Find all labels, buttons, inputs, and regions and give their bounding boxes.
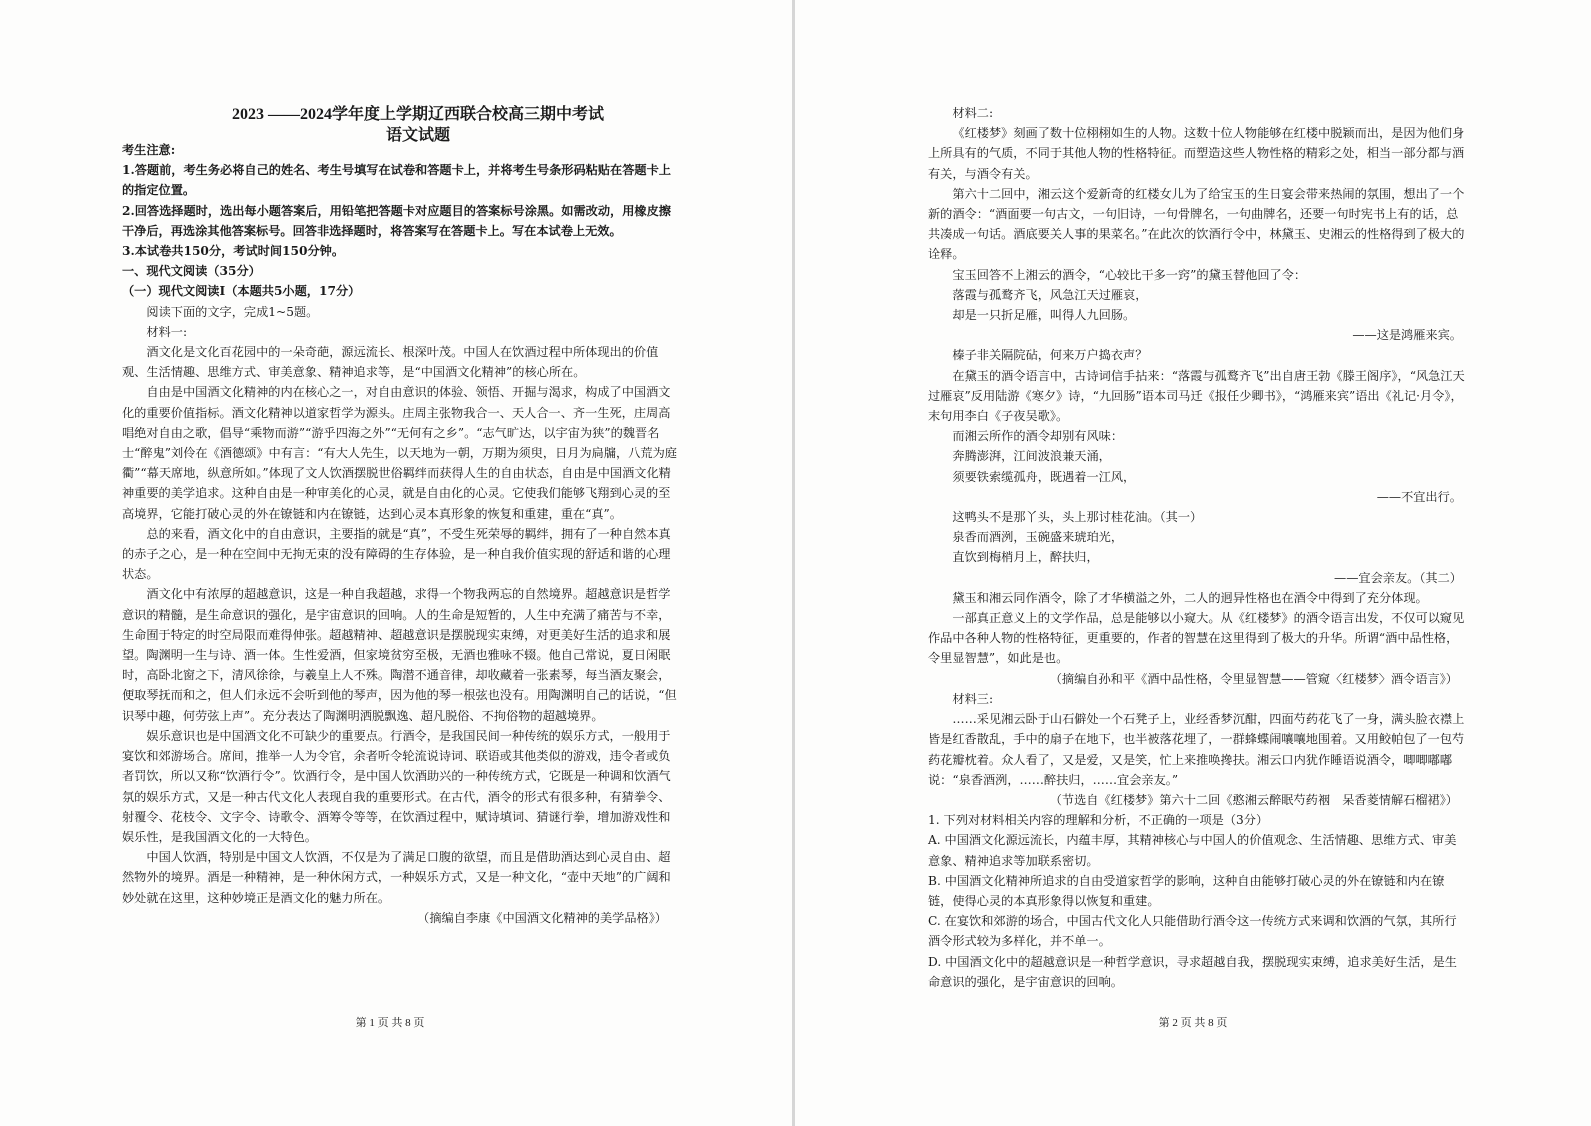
material-3-label: 材料三: bbox=[952, 691, 994, 706]
material-2-label: 材料二: bbox=[952, 106, 994, 120]
paragraph: 自由是中国酒文化精神的内在核心之一，对自由意识的体验、领悟、开掘与渴求，构成了中国酒文化的重要价值指标。酒文化精神以道家哲学为源头。庄周主张物我合一、天人合一、齐一生死，庄周高唱绝对自由之歌，倡导“乘物而游”“游乎四海之外”“无何有之乡”。“志气旷达，以宇宙为狭”的魏晋名士“醉鬼”刘伶在《酒德颂》中有言：“有大人先生，以天地为一朝，万期为须臾，日月为扃牖，八荒为庭衢”“幕天席地，纵意所如。”体现了文人饮酒摆脱世俗羁绊而获得人生的自由状态，自由是中国酒文化精神重要的美学追求。这种自由是一种审美化的心灵，就是自由化的心灵。它使我们能够飞翔到心灵的至高境界，它能打破心灵的外在镣链和内在镣链，达到心灵本真形象的恢复和重建，重在“真”。 bbox=[122, 385, 677, 521]
notice-heading: 考生注意: bbox=[122, 143, 176, 157]
page-2 bbox=[795, 0, 1591, 1126]
question-1-stem: 1. 下列对材料相关内容的理解和分析，不正确的一项是（3分） bbox=[928, 813, 1269, 828]
poem-line: 落霞与孤鹜齐飞，风急江天过雁哀， bbox=[952, 287, 1148, 302]
poem-line: 奔腾澎湃，江间波浪兼天涌， bbox=[952, 449, 1111, 464]
paragraph: 娱乐意识也是中国酒文化不可缺少的重要点。行酒令，是我国民间一种传统的娱乐方式，一般用于宴饮和郊游场合。席间，推举一人为令官，余者听令轮流说诗词、联语或其他类似的游戏，违令者或负者罚饮，所以又称“饮酒行令”。饮酒行令，是中国人饮酒助兴的一种传统方式，它既是一种调和饮酒气氛的娱乐方式，又是一种古代文化人表现自我的重要形式。在古代，酒令的形式有很多种，有猜拳令、射覆令、花枝令、文字令、诗歌令、酒筹令等等，在饮酒过程中，赋诗填词、猜谜行拳，增加游戏性和娱乐性，是我国酒文化的一大特色。 bbox=[122, 728, 671, 844]
paragraph: ……采见湘云卧于山石僻处一个石凳子上，业经香梦沉酣，四面芍药花飞了一身，满头脸衣襟上皆是红香散乱，手中的扇子在地下，也半被落花埋了，一群蜂蝶闹嚷嚷地围着。又用鲛帕包了一包芍药花瓣枕着。众人看了，又是爱，又是笑，忙上来推唤搀扶。湘云口内犹作睡语说酒令，唧唧嘟嘟说：“泉香酒洌，……醉扶归，……宜会亲友。” bbox=[928, 712, 1465, 787]
poem-line: 须要铁索缆孤舟，既遇着一江风， bbox=[952, 469, 1136, 484]
section-heading: 一、现代文阅读（35分） bbox=[122, 264, 261, 279]
source-citation: （摘编自孙和平《酒中品性格，令里显智慧——管窥〈红楼梦〉酒令语言》） bbox=[1049, 671, 1458, 686]
page-1 bbox=[0, 0, 795, 1126]
poem-line: 这鸭头不是那丫头，头上那讨桂花油。（其一） bbox=[952, 510, 1203, 525]
page-1-body bbox=[122, 140, 677, 928]
page-number: 第 2 页 共 8 页 bbox=[1158, 1017, 1228, 1029]
question-1-option-a: A. 中国酒文化源远流长，内蕴丰厚，其精神核心与中国人的价值观念、生活情趣、思维方式、审美意象、精神追求等加联系密切。 bbox=[928, 833, 1457, 868]
source-citation: （节选自《红楼梦》第六十二回《憨湘云醉眠芍药裀 呆香菱情解石榴裙》） bbox=[1049, 792, 1458, 807]
exam-subtitle: 语文试题 bbox=[385, 127, 450, 144]
paragraph: 《红楼梦》刻画了数十位栩栩如生的人物。这数十位人物能够在红楼中脱颖而出，是因为他们身上所具有的气质，不同于其他人物的性格特征。而塑造这些人物性格的精彩之处，相当一部分都与酒有关，与酒令有关。 bbox=[928, 126, 1465, 181]
source-citation: （摘编自李康《中国酒文化精神的美学品格》） bbox=[417, 910, 667, 925]
notice-item-2: 2.回答选择题时，选出每小题答案后，用铅笔把答题卡对应题目的答案标号涂黑。如需改动，用橡皮擦干净后，再选涂其他答案标号。回答非选择题时，将答案写在答题卡上。写在本试卷上无效。 bbox=[122, 203, 671, 238]
notice-item-3: 3.本试卷共150分，考试时间150分钟。 bbox=[122, 244, 345, 259]
poem-signature: ——这是鸿雁来宾。 bbox=[1352, 328, 1462, 343]
poem-line: 却是一只折足雁，叫得人九回肠。 bbox=[952, 308, 1136, 323]
subsection-heading: （一）现代文阅读Ⅰ（本题共5小题，17分） bbox=[122, 284, 361, 299]
reading-instruction: 阅读下面的文字，完成1~5题。 bbox=[146, 304, 319, 319]
poem-signature: ——不宜出行。 bbox=[1376, 489, 1462, 504]
page-2-body bbox=[928, 103, 1468, 992]
question-1-option-d: D. 中国酒文化中的超越意识是一种哲学意识，寻求超越自我，摆脱现实束缚，追求美好生活，是生命意识的强化，是宇宙意识的回响。 bbox=[928, 954, 1457, 989]
poem-signature: ——宜会亲友。（其二） bbox=[1334, 570, 1462, 585]
paragraph: 黛玉和湘云同作酒令，除了才华横溢之外，二人的迥异性格也在酒令中得到了充分体现。 bbox=[952, 590, 1428, 605]
material-1-label: 材料一: bbox=[146, 324, 188, 339]
paragraph: 酒文化中有浓厚的超越意识，这是一种自我超越，求得一个物我两忘的自然境界。超越意识是哲学意识的精髓，是生命意识的强化，是宇宙意识的回响。人的生命是短暂的，人生中充满了痛苦与不幸，生命囿于特定的时空局限而难得伸张。超越精神、超越意识是摆脱现实束缚，对更美好生活的追求和展望。陶渊明一生与诗、酒一体。生性爱酒，但家境贫穷至极，无酒也雅咏不辍。他自己常说，夏日闲眠时，高卧北窗之下，清风徐徐，与羲皇上人不殊。陶潜不通音律，却收藏着一张素琴，每当酒友聚会，便取琴抚而和之，但人们永远不会听到他的琴声，因为他的琴一根弦也没有。用陶渊明自己的话说，“但识琴中趣，何劳弦上声”。充分表达了陶渊明洒脱飘逸、超凡脱俗、不拘俗物的超越境界。 bbox=[122, 587, 677, 723]
page-number: 第 1 页 共 8 页 bbox=[355, 1017, 425, 1029]
paragraph: 宝玉回答不上湘云的酒令，“心较比干多一窍”的黛玉替他回了令： bbox=[952, 267, 1307, 282]
notice-item-1: 1.答题前，考生务必将自己的姓名、考生号填写在试卷和答题卡上，并将考生号条形码粘贴在答题卡上的指定位置。 bbox=[122, 163, 671, 198]
poem-line: 榛子非关隔院砧，何来万户捣衣声？ bbox=[952, 348, 1148, 363]
question-1-option-c: C. 在宴饮和郊游的场合，中国古代文化人只能借助行酒令这一传统方式来调和饮酒的气氛，其所行酒令形式较为多样化，并不单一。 bbox=[928, 914, 1457, 949]
paragraph: 中国人饮酒，特别是中国文人饮酒，不仅是为了满足口腹的欲望，而且是借助酒达到心灵自由、超然物外的境界。酒是一种精神，是一种休闲方式，一种娱乐方式，又是一种文化，“壶中天地”的广阔和妙处就在这里，这种妙境正是酒文化的魅力所在。 bbox=[122, 850, 671, 905]
paragraph: 总的来看，酒文化中的自由意识，主要指的就是“真”，不受生死荣辱的羁绊，拥有了一种自然本真的赤子之心，是一种在空间中无拘无束的没有障碍的生存体验，是一种自我价值实现的舒适和谐的心理状态。 bbox=[122, 526, 671, 582]
exam-title: 2023 ——2024学年度上学期辽西联合校高三期中考试 bbox=[231, 106, 604, 123]
paragraph: 第六十二回中，湘云这个爱新奇的红楼女儿为了给宝玉的生日宴会带来热闹的氛围，想出了一个新的酒令：“酒面要一句古文，一句旧诗，一句骨牌名，一句曲牌名，还要一句时宪书上有的话，总共凑成一句话。酒底要关人事的果菜名。”在此次的饮酒行令中，林黛玉、史湘云的性格得到了极大的诠释。 bbox=[928, 186, 1465, 262]
poem-line: 泉香而酒洌，玉碗盛来琥珀光， bbox=[952, 530, 1124, 545]
paragraph: 而湘云所作的酒令却别有风味： bbox=[952, 429, 1124, 444]
question-1-option-b: B. 中国酒文化精神所追求的自由受道家哲学的影响，这种自由能够打破心灵的外在镣链和内在镣链，使得心灵的本真形象得以恢复和重建。 bbox=[928, 873, 1445, 908]
paragraph: 一部真正意义上的文学作品，总是能够以小窥大。从《红楼梦》的酒令语言出发，不仅可以窥见作品中各种人物的性格特征，更重要的，作者的智慧在这里得到了极大的升华。所谓“酒中品性格，令里显智慧”，如此是也。 bbox=[928, 611, 1465, 666]
paragraph: 在黛玉的酒令语言中，古诗词信手拈来：“落霞与孤鹜齐飞”出自唐王勃《滕王阁序》，“风急江天过雁哀”反用陆游《寒夕》诗，“九回肠”语本司马迁《报任少卿书》，“鸿雁来宾”语出《礼记·月令》，末句用李白《子夜吴歌》。 bbox=[928, 368, 1465, 424]
paragraph: 酒文化是文化百花园中的一朵奇葩，源远流长、根深叶茂。中国人在饮酒过程中所体现出的价值观、生活情趣、思维方式、审美意象、精神追求等，是“中国酒文化精神”的核心所在。 bbox=[122, 345, 659, 380]
poem-line: 直饮到梅梢月上，醉扶归， bbox=[952, 550, 1099, 565]
